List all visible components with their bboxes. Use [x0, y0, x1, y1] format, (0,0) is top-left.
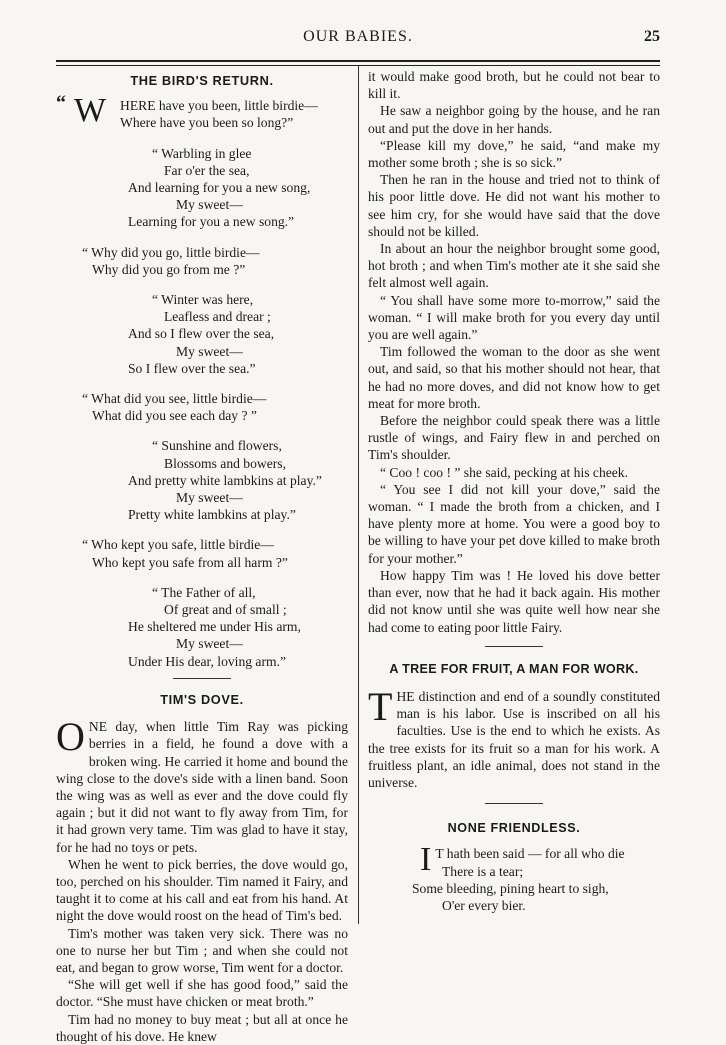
bird-stanza-8: [56, 584, 348, 670]
tim-paragraph: How happy Tim was ! He loved his dove better than ever, now that he had it back again. His mother did not know until she was quite well how near she had come to eating poor little Fairy.: [368, 567, 660, 635]
poem-line: Of great and of small ;: [164, 602, 287, 618]
poem-line: And so I flew over the sea,: [128, 326, 275, 342]
poem-line: Under His dear, loving arm.”: [128, 653, 287, 669]
tree-drop-cap: T: [368, 683, 393, 729]
poem-line: “ Sunshine and flowers,: [152, 438, 282, 454]
poem-line: “ Winter was here,: [152, 292, 254, 308]
tim-paragraph: it would make good broth, but he could not bear to kill it.: [368, 69, 660, 102]
tim-paragraph: In about an hour the neighbor brought some good, hot broth ; and when Tim's mother ate it she said she felt almost well again.: [368, 241, 660, 291]
tim-paragraph: “She will get well if she has good food,” said the doctor. “She must have chicken or meat broth.”: [56, 977, 348, 1010]
poem-line: “ The Father of all,: [152, 584, 256, 600]
poem-line: “ Why did you go, little birdie—: [82, 244, 260, 260]
poem-line: Far o'er the sea,: [164, 162, 250, 178]
running-head: [56, 28, 660, 50]
none-drop-cap: I: [420, 841, 432, 879]
column-divider: [358, 66, 359, 924]
poem-line: And learning for you a new song,: [128, 180, 311, 196]
tim-paragraph: Tim followed the woman to the door as she went out, and said, so that his mother should not hear, that he had no more doves, and did not know how to get meat for more broth.: [368, 344, 660, 411]
bird-drop-cap: W: [74, 92, 107, 130]
poem-line: HERE have you been, little birdie—: [120, 98, 318, 114]
poem-line: Who kept you safe from all harm ?”: [92, 554, 288, 570]
bird-stanza-5: [56, 390, 348, 424]
poem-line: “ Warbling in glee: [152, 145, 252, 161]
poem-line: And pretty white lambkins at play.”: [128, 472, 322, 488]
bird-stanza-2: [56, 145, 348, 231]
bird-stanza-1: [56, 92, 348, 131]
tim-paragraph: “ Coo ! coo ! ” she said, pecking at his cheek.: [380, 464, 629, 480]
poem-line: There is a tear;: [442, 863, 524, 879]
poem-line: Leafless and drear ;: [164, 309, 271, 325]
tim-paragraph: He saw a neighbor going by the house, and he ran out and put the dove in her hands.: [368, 103, 660, 136]
section-divider: [485, 646, 543, 647]
right-column: [368, 68, 660, 914]
tim-paragraph: [56, 714, 348, 856]
bird-stanza-3: [56, 244, 348, 278]
poem-line: O'er every bier.: [442, 897, 526, 913]
poem-line: “ What did you see, little birdie—: [82, 391, 267, 407]
poem-line: Where have you been so long?”: [120, 115, 294, 131]
bird-stanza-4: [56, 291, 348, 377]
left-column: [56, 68, 348, 1045]
section-divider: [173, 678, 231, 679]
section-divider: [485, 803, 543, 804]
poem-line: He sheltered me under His arm,: [128, 619, 301, 635]
tim-paragraph: When he went to pick berries, the dove would go, too, perched on his shoulder. Tim named it Fairy, and taught it to come at his call and eat from his hand. At night the dove would roost on the head of Tim's bed.: [56, 856, 348, 924]
bird-open-quote: “: [56, 92, 66, 115]
poem-line: My sweet—: [176, 343, 243, 359]
tim-paragraph: Tim had no money to buy meat ; but all at once he thought of his dove. He knew: [56, 1011, 348, 1044]
tim-paragraph-text: NE day, when little Tim Ray was picking berries in a field, he found a dove with a broken wing. He carried it home and bound the wing close to the dove's side with a linen band. Soon the wing was as well as ever and the dove could fly again ; but it did not want to fly away from Tim, for it had grown very tame. Tim was glad to have it stay, for he had no toys or pets.: [56, 719, 348, 855]
poem-line: Some bleeding, pining heart to sigh,: [412, 880, 609, 896]
poem-line: My sweet—: [176, 197, 243, 213]
tree-paragraph-text: HE distinction and end of a soundly constituted man is his labor. Use is inscribed on all his faculties. Use is the end to which he exists. As the tree exists for its fruit so a man for his work. A fruitless plant, an idle animal, does not stand in the universe.: [368, 688, 660, 790]
poem-line: So I flew over the sea.”: [128, 360, 256, 376]
tim-drop-cap: O: [56, 714, 85, 760]
poem-line: What did you see each day ? ”: [92, 408, 257, 424]
poem-line: Pretty white lambkins at play.”: [128, 507, 296, 523]
poem-line: “ Who kept you safe, little birdie—: [82, 537, 274, 553]
tree-title: A TREE FOR FRUIT, A MAN FOR WORK.: [389, 661, 639, 676]
page-number: 25: [644, 28, 660, 45]
running-title: OUR BABIES.: [303, 28, 413, 45]
poem-line: Blossoms and bowers,: [164, 455, 286, 471]
poem-line: Why did you go from me ?”: [92, 261, 246, 277]
tim-paragraph: Before the neighbor could speak there was a little rustle of wings, and Fairy flew in and perched on Tim's shoulder.: [368, 413, 660, 463]
poem-line: Learning for you a new song.”: [128, 214, 295, 230]
bird-title: THE BIRD'S RETURN.: [130, 73, 274, 88]
none-poem: [412, 841, 660, 914]
bird-stanza-7: [56, 536, 348, 570]
poem-line: My sweet—: [176, 636, 243, 652]
tim-paragraph: “ You shall have some more to-morrow,” said the woman. “ I will make broth for you every day until you are well again.”: [368, 292, 660, 343]
tim-paragraph: “Please kill my dove,” he said, “and make my mother some broth ; she is so sick.”: [368, 137, 660, 171]
tim-paragraph: Then he ran in the house and tried not to think of his poor little dove. He did not want his mother to see him cry, for she would have said that the dove should not be killed.: [368, 172, 660, 239]
tim-paragraph: Tim's mother was taken very sick. There was no one to nurse her but Tim ; and when she could not eat, and began to grow worse, Tim went for a doctor.: [56, 925, 348, 975]
poem-line: T hath been said — for all who die: [435, 846, 625, 862]
tim-title: TIM'S DOVE.: [160, 691, 244, 707]
bird-stanza-6: [56, 437, 348, 523]
poem-line: My sweet—: [176, 490, 243, 506]
tim-paragraph: “ You see I did not kill your dove,” said the woman. “ I made the broth from a chicken, and I have plenty more at home. You were a good boy to be willing to have your pet dove killed to make broth for your mother.”: [368, 481, 660, 566]
none-title: NONE FRIENDLESS.: [447, 821, 581, 836]
tree-paragraph: [368, 683, 660, 791]
